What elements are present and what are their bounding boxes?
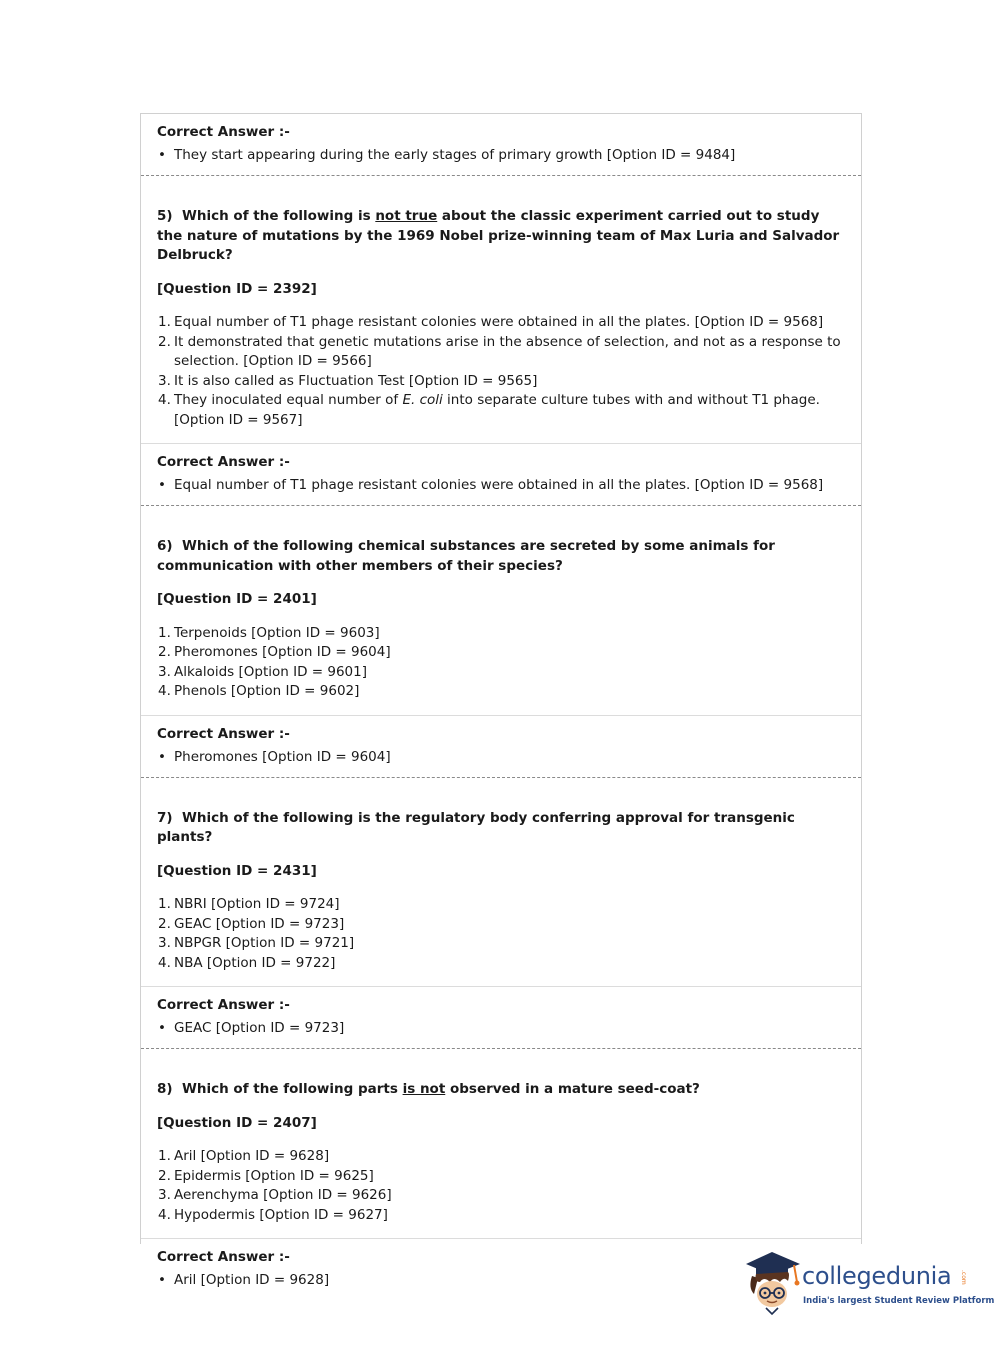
option-number: 1. (158, 314, 171, 330)
question-text-part: observed in a mature seed-coat? (445, 1081, 700, 1097)
option-text: It demonstrated that genetic mutations arise in the absence of selection, and not as a response to selection. [Option ID = 9566] (174, 333, 841, 369)
question-id: [Question ID = 2401] (157, 591, 317, 607)
option-number: 3. (158, 935, 171, 951)
answer-heading: Correct Answer :- (157, 725, 290, 742)
answer-text: GEAC [Option ID = 9723] (174, 1020, 345, 1036)
option-item (157, 1206, 847, 1226)
option-number: 1. (158, 624, 171, 641)
answer-text: They start appearing during the early stages of primary growth [Option ID = 9484] (174, 147, 736, 163)
option-item (157, 313, 847, 333)
question-id: [Question ID = 2392] (157, 280, 317, 297)
option-number: 4. (158, 954, 171, 971)
question-number: 6) (157, 538, 173, 554)
answer-line (157, 1017, 847, 1039)
option-number: 4. (158, 1206, 171, 1223)
bullet: • (158, 477, 166, 493)
option-text: Alkaloids [Option ID = 9601] (174, 663, 368, 680)
option-item (157, 915, 847, 935)
option-text-italic: E. coli (402, 392, 443, 408)
bullet: • (158, 147, 166, 163)
answer-heading: Correct Answer :- (157, 997, 290, 1013)
option-item (157, 1147, 847, 1167)
question-text-part: Which of the following is the regulatory body conferring approval for transgenic plants? (157, 809, 795, 845)
option-text: They inoculated equal number of (174, 392, 403, 408)
bullet: • (158, 1272, 166, 1288)
option-number: 1. (158, 896, 171, 912)
options-list (157, 313, 847, 430)
answer-line (157, 144, 847, 166)
question-text-underlined: not true (375, 208, 438, 224)
question-text (157, 537, 847, 576)
option-text: Epidermis [Option ID = 9625] (174, 1167, 374, 1184)
option-text: Terpenoids [Option ID = 9603] (174, 624, 380, 641)
answer-block-4 (141, 114, 861, 175)
option-text: NBPGR [Option ID = 9721] (174, 935, 355, 951)
option-item (157, 643, 847, 663)
logo-wordmark: collegedunia (802, 1262, 952, 1290)
logo-domain-suffix: .com (960, 1270, 967, 1285)
option-item (157, 895, 847, 915)
question-number: 5) (157, 208, 173, 224)
option-item (157, 682, 847, 702)
option-number: 2. (158, 644, 171, 660)
question-text-part: about the classic experiment carried out to study the nature of mutations by the 1969 Nobel prize-winning team of Max Luria and Salvador Delbruck? (157, 208, 840, 263)
answer-block-6 (141, 716, 861, 777)
option-number: 4. (158, 683, 171, 699)
question-number: 8) (157, 1081, 173, 1097)
option-item (157, 1186, 847, 1206)
option-text: Pheromones [Option ID = 9604] (174, 644, 391, 660)
option-item (157, 624, 847, 644)
option-item (157, 333, 847, 372)
option-item (157, 663, 847, 683)
answer-text: Equal number of T1 phage resistant colonies were obtained in all the plates. [Option ID = 9568] (174, 477, 824, 493)
option-text: Hypodermis [Option ID = 9627] (174, 1206, 388, 1223)
answer-block-7 (141, 987, 861, 1048)
option-number: 3. (158, 372, 171, 389)
answer-heading: Correct Answer :- (157, 124, 290, 140)
option-text: Equal number of T1 phage resistant colonies were obtained in all the plates. [Option ID = 9568] (174, 314, 824, 330)
option-number: 2. (158, 333, 171, 350)
question-text-part: Which of the following chemical substances are secreted by some animals for communication with other members of their species? (157, 538, 775, 574)
option-text: Phenols [Option ID = 9602] (174, 683, 360, 699)
question-text (157, 809, 847, 848)
option-text: Aerenchyma [Option ID = 9626] (174, 1187, 392, 1203)
option-item (157, 934, 847, 954)
answer-block-5 (141, 444, 861, 505)
answer-line (157, 474, 847, 496)
option-text: GEAC [Option ID = 9723] (174, 915, 345, 932)
question-text-part: Which of the following is (181, 208, 376, 224)
question-text-underlined: is not (402, 1081, 446, 1097)
options-list (157, 624, 847, 702)
question-id: [Question ID = 2407] (157, 1114, 317, 1131)
collegedunia-logo[interactable] (742, 1248, 995, 1320)
option-number: 1. (158, 1148, 171, 1164)
option-number: 4. (158, 392, 171, 408)
question-7 (141, 778, 861, 987)
answer-text: Pheromones [Option ID = 9604] (174, 748, 391, 765)
question-text (157, 1080, 847, 1100)
bullet: • (158, 748, 166, 765)
logo-tagline: India's largest Student Review Platform (803, 1296, 995, 1306)
options-list (157, 895, 847, 973)
question-text-part: Which of the following parts (181, 1081, 403, 1097)
question-text (157, 207, 847, 266)
option-item (157, 1167, 847, 1187)
option-text: NBRI [Option ID = 9724] (174, 896, 340, 912)
option-text: into separate culture tubes with and without T1 phage. [Option ID = 9567] (174, 392, 820, 428)
answer-line (157, 746, 847, 768)
option-item (157, 372, 847, 392)
option-number: 3. (158, 1187, 171, 1203)
option-number: 3. (158, 663, 171, 680)
option-text: Aril [Option ID = 9628] (174, 1148, 330, 1164)
question-id: [Question ID = 2431] (157, 862, 317, 879)
question-number: 7) (157, 809, 173, 826)
option-item (157, 391, 847, 430)
option-text: NBA [Option ID = 9722] (174, 954, 336, 971)
answer-heading: Correct Answer :- (157, 1249, 290, 1265)
bullet: • (158, 1020, 166, 1036)
options-list (157, 1147, 847, 1225)
answer-text: Aril [Option ID = 9628] (174, 1272, 330, 1288)
question-paper (140, 113, 862, 1288)
mascot-icon (742, 1248, 804, 1318)
question-6 (141, 506, 861, 715)
option-item (157, 954, 847, 974)
option-text: It is also called as Fluctuation Test [Option ID = 9565] (174, 372, 538, 389)
question-8 (141, 1049, 861, 1238)
option-number: 2. (158, 915, 171, 932)
option-number: 2. (158, 1167, 171, 1184)
question-5 (141, 176, 861, 443)
answer-heading: Correct Answer :- (157, 454, 290, 470)
